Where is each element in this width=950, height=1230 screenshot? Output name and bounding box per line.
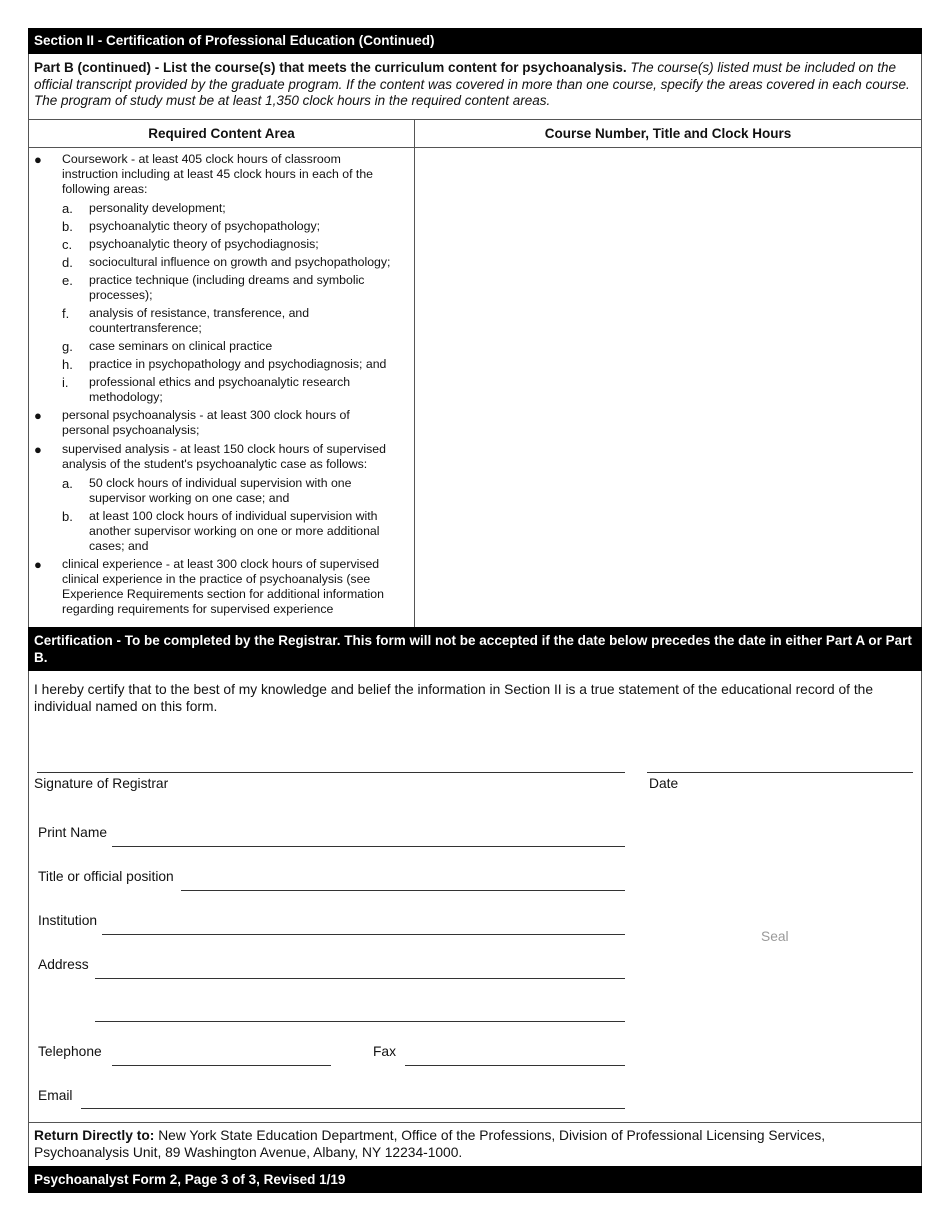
required-content-header: Required Content Area	[29, 120, 414, 148]
content-subitem	[29, 509, 414, 554]
print-name-field[interactable]	[112, 846, 625, 847]
bullet-text: clinical experience - at least 300 clock hours of supervised clinical experience in the practice of psychoanalysis (see Experience Requirements section for additional information regarding requirements for supervised experience	[62, 556, 384, 616]
title-label: Title or official position	[38, 868, 174, 884]
form-footer: Psychoanalyst Form 2, Page 3 of 3, Revised 1/19	[28, 1166, 922, 1193]
fax-field[interactable]	[405, 1065, 625, 1066]
signature-line[interactable]	[37, 772, 625, 773]
content-subitem	[29, 476, 414, 506]
address-field-line1[interactable]	[95, 978, 625, 979]
part-b-title: Part B (continued) - List the course(s) that meets the curriculum content for psychoanalysis.	[34, 60, 627, 75]
content-subitem	[29, 273, 414, 303]
subitem-letter: e.	[62, 272, 73, 288]
bullet-icon: ●	[34, 407, 42, 423]
subitem-letter: b.	[62, 508, 73, 524]
subitem-letter: b.	[62, 218, 73, 234]
date-label: Date	[649, 775, 679, 791]
return-label: Return Directly to:	[34, 1127, 155, 1143]
content-subitem	[29, 201, 414, 216]
subitem-letter: g.	[62, 338, 73, 354]
subitem-letter: f.	[62, 305, 70, 321]
part-b-instructions	[29, 54, 921, 120]
content-area-table	[29, 120, 921, 627]
return-address	[28, 1123, 922, 1166]
subitem-letter: a.	[62, 475, 73, 491]
bullet-icon: ●	[34, 441, 42, 457]
content-subitem	[29, 255, 414, 270]
course-entry-area[interactable]	[415, 148, 921, 627]
seal-label: Seal	[761, 928, 789, 944]
institution-label: Institution	[38, 912, 98, 928]
email-label: Email	[38, 1087, 73, 1103]
part-b-note: The course(s) listed must be included on the official transcript provided by the graduate program. If the content was covered in more than one course, specify the areas covered in each course. The program of study must be at least 1,350 clock hours in the required content areas.	[34, 60, 910, 108]
subitem-text: practice in psychopathology and psychodiagnosis; and	[89, 356, 387, 371]
email-field[interactable]	[81, 1108, 625, 1109]
subitem-text: psychoanalytic theory of psychopathology;	[89, 218, 321, 233]
certification-section	[28, 671, 922, 1123]
subitem-text: 50 clock hours of individual supervision with one supervisor working on one case; and	[89, 475, 352, 505]
subitem-letter: c.	[62, 236, 73, 252]
return-text: New York State Education Department, Office of the Professions, Division of Professional Licensing Services, Psychoanalysis Unit, 89 Washington Avenue, Albany, NY 12234-1000.	[34, 1127, 826, 1160]
title-field[interactable]	[181, 890, 625, 891]
signature-label: Signature of Registrar	[34, 775, 169, 791]
content-subitem	[29, 357, 414, 372]
subitem-text: personality development;	[89, 200, 226, 215]
bullet-text: Coursework - at least 405 clock hours of classroom instruction including at least 45 clock hours in each of the following areas:	[62, 151, 374, 196]
subitem-letter: a.	[62, 200, 73, 216]
content-bullet	[29, 557, 414, 617]
content-subitem	[29, 306, 414, 336]
required-content-list	[29, 148, 414, 627]
telephone-field[interactable]	[112, 1065, 331, 1066]
bullet-icon: ●	[34, 556, 42, 572]
section-header: Section II - Certification of Professional Education (Continued)	[28, 28, 922, 54]
subitem-text: psychoanalytic theory of psychodiagnosis;	[89, 236, 319, 251]
subitem-text: professional ethics and psychoanalytic research methodology;	[89, 374, 351, 404]
bullet-icon: ●	[34, 151, 42, 167]
content-subitem	[29, 339, 414, 354]
address-label: Address	[38, 956, 89, 972]
form-page	[28, 28, 922, 1193]
subitem-text: sociocultural influence on growth and psychopathology;	[89, 254, 391, 269]
form-body	[28, 54, 922, 627]
subitem-text: case seminars on clinical practice	[89, 338, 273, 353]
content-subitem	[29, 219, 414, 234]
telephone-label: Telephone	[38, 1043, 102, 1059]
subitem-letter: i.	[62, 374, 69, 390]
subitem-letter: d.	[62, 254, 73, 270]
fax-label: Fax	[373, 1043, 396, 1059]
content-bullet	[29, 152, 414, 197]
institution-field[interactable]	[102, 934, 625, 935]
content-subitem	[29, 375, 414, 405]
content-subitem	[29, 237, 414, 252]
bullet-text: supervised analysis - at least 150 clock hours of supervised analysis of the student's psychoanalytic case as follows:	[62, 441, 386, 471]
address-field-line2[interactable]	[95, 1021, 625, 1022]
content-bullet	[29, 408, 414, 438]
certification-statement: I hereby certify that to the best of my knowledge and belief the information in Section II is a true statement of the educational record of the individual named on this form.	[34, 681, 874, 714]
subitem-text: analysis of resistance, transference, and countertransference;	[89, 305, 310, 335]
course-header: Course Number, Title and Clock Hours	[415, 120, 921, 148]
print-name-label: Print Name	[38, 824, 108, 840]
required-content-column	[29, 120, 415, 627]
date-line[interactable]	[647, 772, 913, 773]
subitem-letter: h.	[62, 356, 73, 372]
course-column	[415, 120, 921, 627]
content-bullet	[29, 442, 414, 472]
certification-header: Certification - To be completed by the Registrar. This form will not be accepted if the date below precedes the date in either Part A or Part B.	[28, 627, 922, 671]
subitem-text: practice technique (including dreams and symbolic processes);	[89, 272, 365, 302]
bullet-text: personal psychoanalysis - at least 300 clock hours of personal psychoanalysis;	[62, 407, 350, 437]
subitem-text: at least 100 clock hours of individual supervision with another supervisor working on one or more additional cases; and	[89, 508, 380, 553]
